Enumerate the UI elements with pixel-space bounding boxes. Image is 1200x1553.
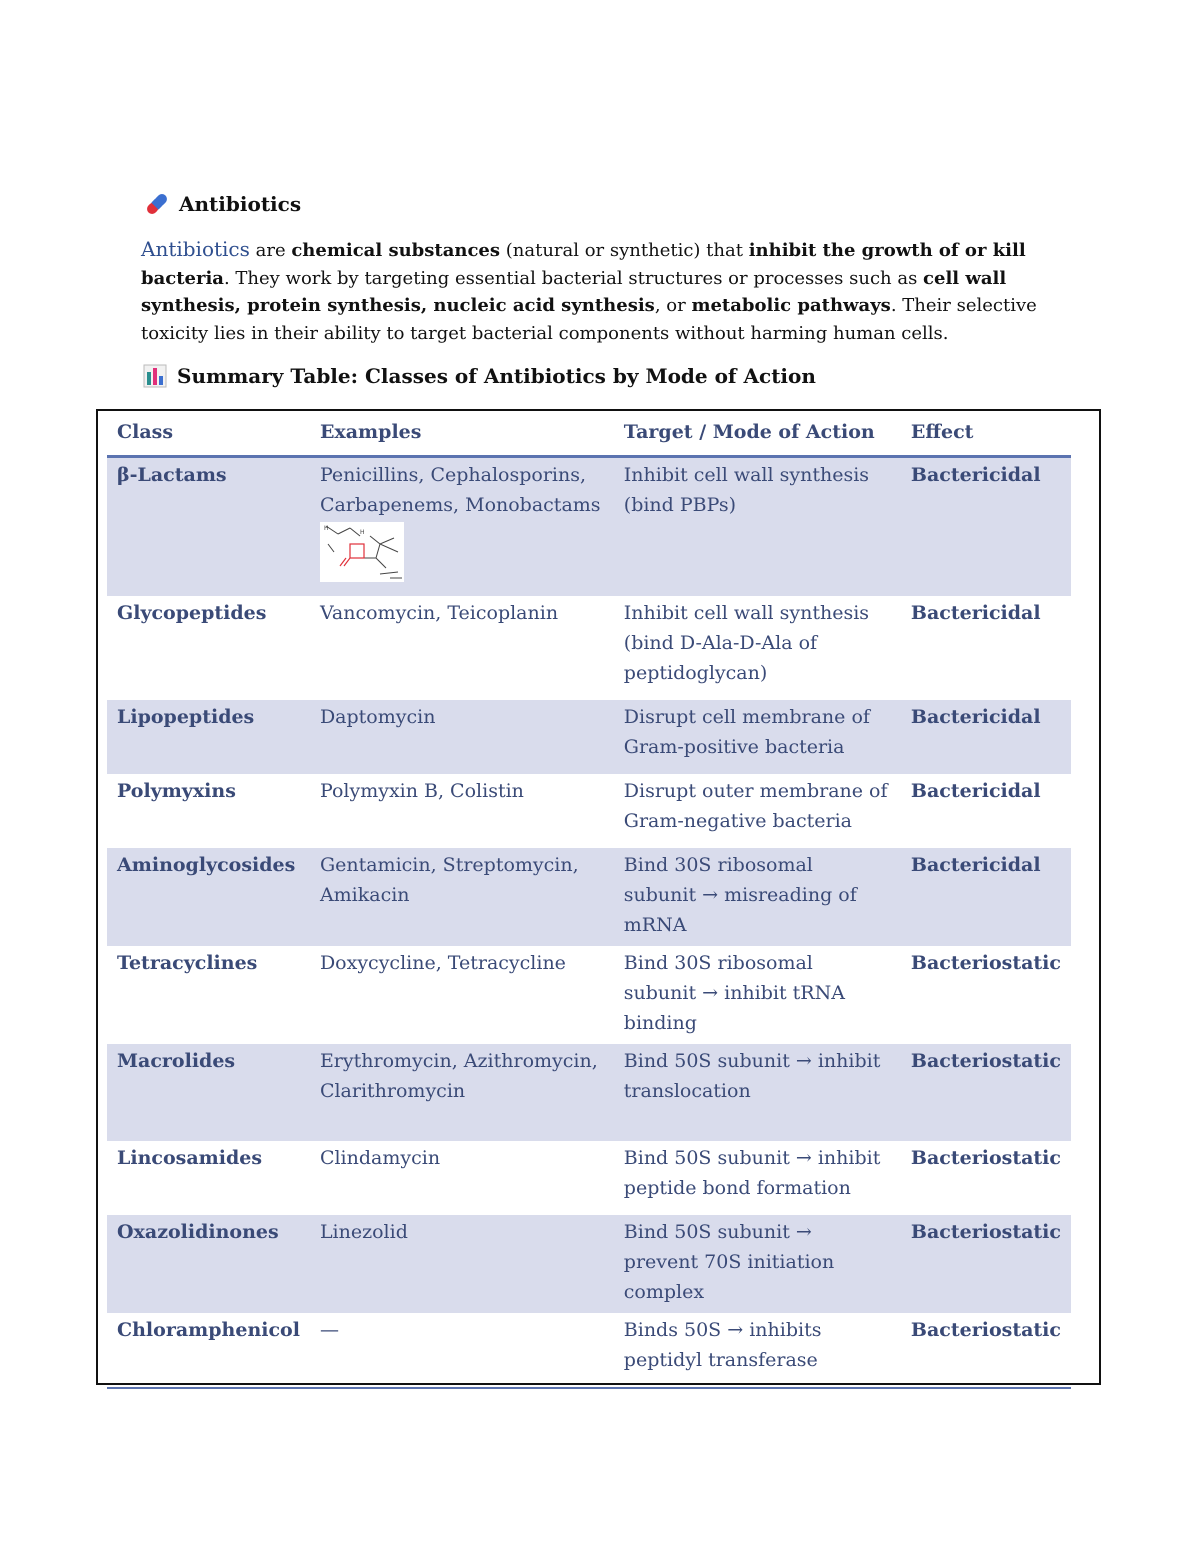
beta-lactam-structure-image — [320, 522, 404, 582]
target-cell: Bind 50S subunit → inhibit translocation — [614, 1044, 901, 1141]
bar-chart-icon — [143, 364, 167, 388]
header-effect: Effect — [901, 415, 1071, 457]
class-cell: Chloramphenicol — [107, 1313, 310, 1388]
table-row — [107, 700, 1071, 774]
svg-text:H: H — [323, 525, 329, 532]
effect-cell: Bacteriostatic — [910, 1146, 1061, 1169]
table-row — [107, 457, 1071, 596]
target-cell: Bind 30S ribosomal subunit → misreading of mRNA — [614, 848, 901, 946]
examples-cell: Penicillins, Cephalosporins, Carbapenems, Monobactams H H — [310, 457, 614, 596]
intro-term: Antibiotics — [141, 237, 250, 261]
table-heading — [143, 364, 816, 388]
target-cell: Bind 50S subunit → prevent 70S initiation complex — [614, 1215, 901, 1313]
class-cell: Polymyxins — [117, 779, 236, 802]
header-target: Target / Mode of Action — [614, 415, 901, 457]
class-cell: Macrolides — [107, 1044, 310, 1141]
table-row — [107, 1141, 1071, 1215]
effect-cell: Bacteriostatic — [901, 1215, 1071, 1313]
class-cell: Aminoglycosides — [107, 848, 310, 946]
effect-cell: Bacteriostatic — [901, 1044, 1071, 1141]
section-title: Antibiotics — [179, 192, 302, 216]
table-header-row — [107, 415, 1071, 457]
examples-cell: — — [310, 1313, 614, 1388]
effect-cell: Bactericidal — [901, 700, 1071, 774]
table-row — [107, 1313, 1071, 1388]
examples-cell: Daptomycin — [310, 700, 614, 774]
target-cell: Disrupt cell membrane of Gram-positive bacteria — [614, 700, 901, 774]
target-cell: Disrupt outer membrane of Gram-negative bacteria — [623, 779, 888, 832]
examples-cell: Doxycycline, Tetracycline — [319, 951, 566, 974]
examples-cell: Erythromycin, Azithromycin, Clarithromycin — [310, 1044, 614, 1141]
section-heading — [143, 190, 301, 218]
table-row — [107, 848, 1071, 946]
class-cell: Glycopeptides — [117, 601, 267, 624]
target-cell: Binds 50S → inhibits peptidyl transferase — [614, 1313, 901, 1388]
target-cell: Inhibit cell wall synthesis (bind D-Ala-D-Ala of peptidoglycan) — [623, 601, 870, 684]
target-cell: Bind 50S subunit → inhibit peptide bond formation — [623, 1146, 881, 1199]
target-cell: Bind 30S ribosomal subunit → inhibit tRNA binding — [623, 951, 845, 1034]
effect-cell: Bactericidal — [901, 848, 1071, 946]
examples-cell: Gentamicin, Streptomycin, Amikacin — [310, 848, 614, 946]
class-cell: Lincosamides — [117, 1146, 263, 1169]
target-cell: Inhibit cell wall synthesis (bind PBPs) — [614, 457, 901, 596]
effect-cell: Bactericidal — [910, 601, 1041, 624]
table-row — [107, 946, 1071, 1044]
summary-table-frame — [96, 409, 1101, 1385]
header-examples: Examples — [310, 415, 614, 457]
class-cell: β-Lactams — [107, 457, 310, 596]
intro-paragraph: Antibiotics are chemical substances (natural or synthetic) that inhibit the growth of or kill bacteria. They work by targeting essential bacterial structures or processes such as cell wall synthesis, protein synthesis, nucleic acid synthesis, or metabolic pathways. Their selective toxicity lies in their ability to target bacterial components without harming human cells. — [141, 237, 1037, 344]
table-title: Summary Table: Classes of Antibiotics by Mode of Action — [177, 364, 816, 388]
effect-cell: Bactericidal — [901, 457, 1071, 596]
effect-cell: Bacteriostatic — [910, 951, 1061, 974]
examples-cell: Linezolid — [310, 1215, 614, 1313]
examples-cell: Clindamycin — [319, 1146, 441, 1169]
table-row — [107, 1044, 1071, 1141]
class-cell: Lipopeptides — [107, 700, 310, 774]
examples-cell: Vancomycin, Teicoplanin — [319, 601, 559, 624]
header-class: Class — [107, 415, 310, 457]
effect-cell: Bactericidal — [910, 779, 1041, 802]
table-row — [107, 1215, 1071, 1313]
class-cell: Oxazolidinones — [107, 1215, 310, 1313]
class-cell: Tetracyclines — [117, 951, 258, 974]
summary-table — [107, 415, 1071, 1389]
effect-cell: Bacteriostatic — [901, 1313, 1071, 1388]
table-row — [107, 774, 1071, 848]
pill-icon — [143, 190, 171, 218]
examples-cell: Polymyxin B, Colistin — [319, 779, 524, 802]
table-row — [107, 596, 1071, 700]
svg-text:H: H — [359, 529, 365, 536]
